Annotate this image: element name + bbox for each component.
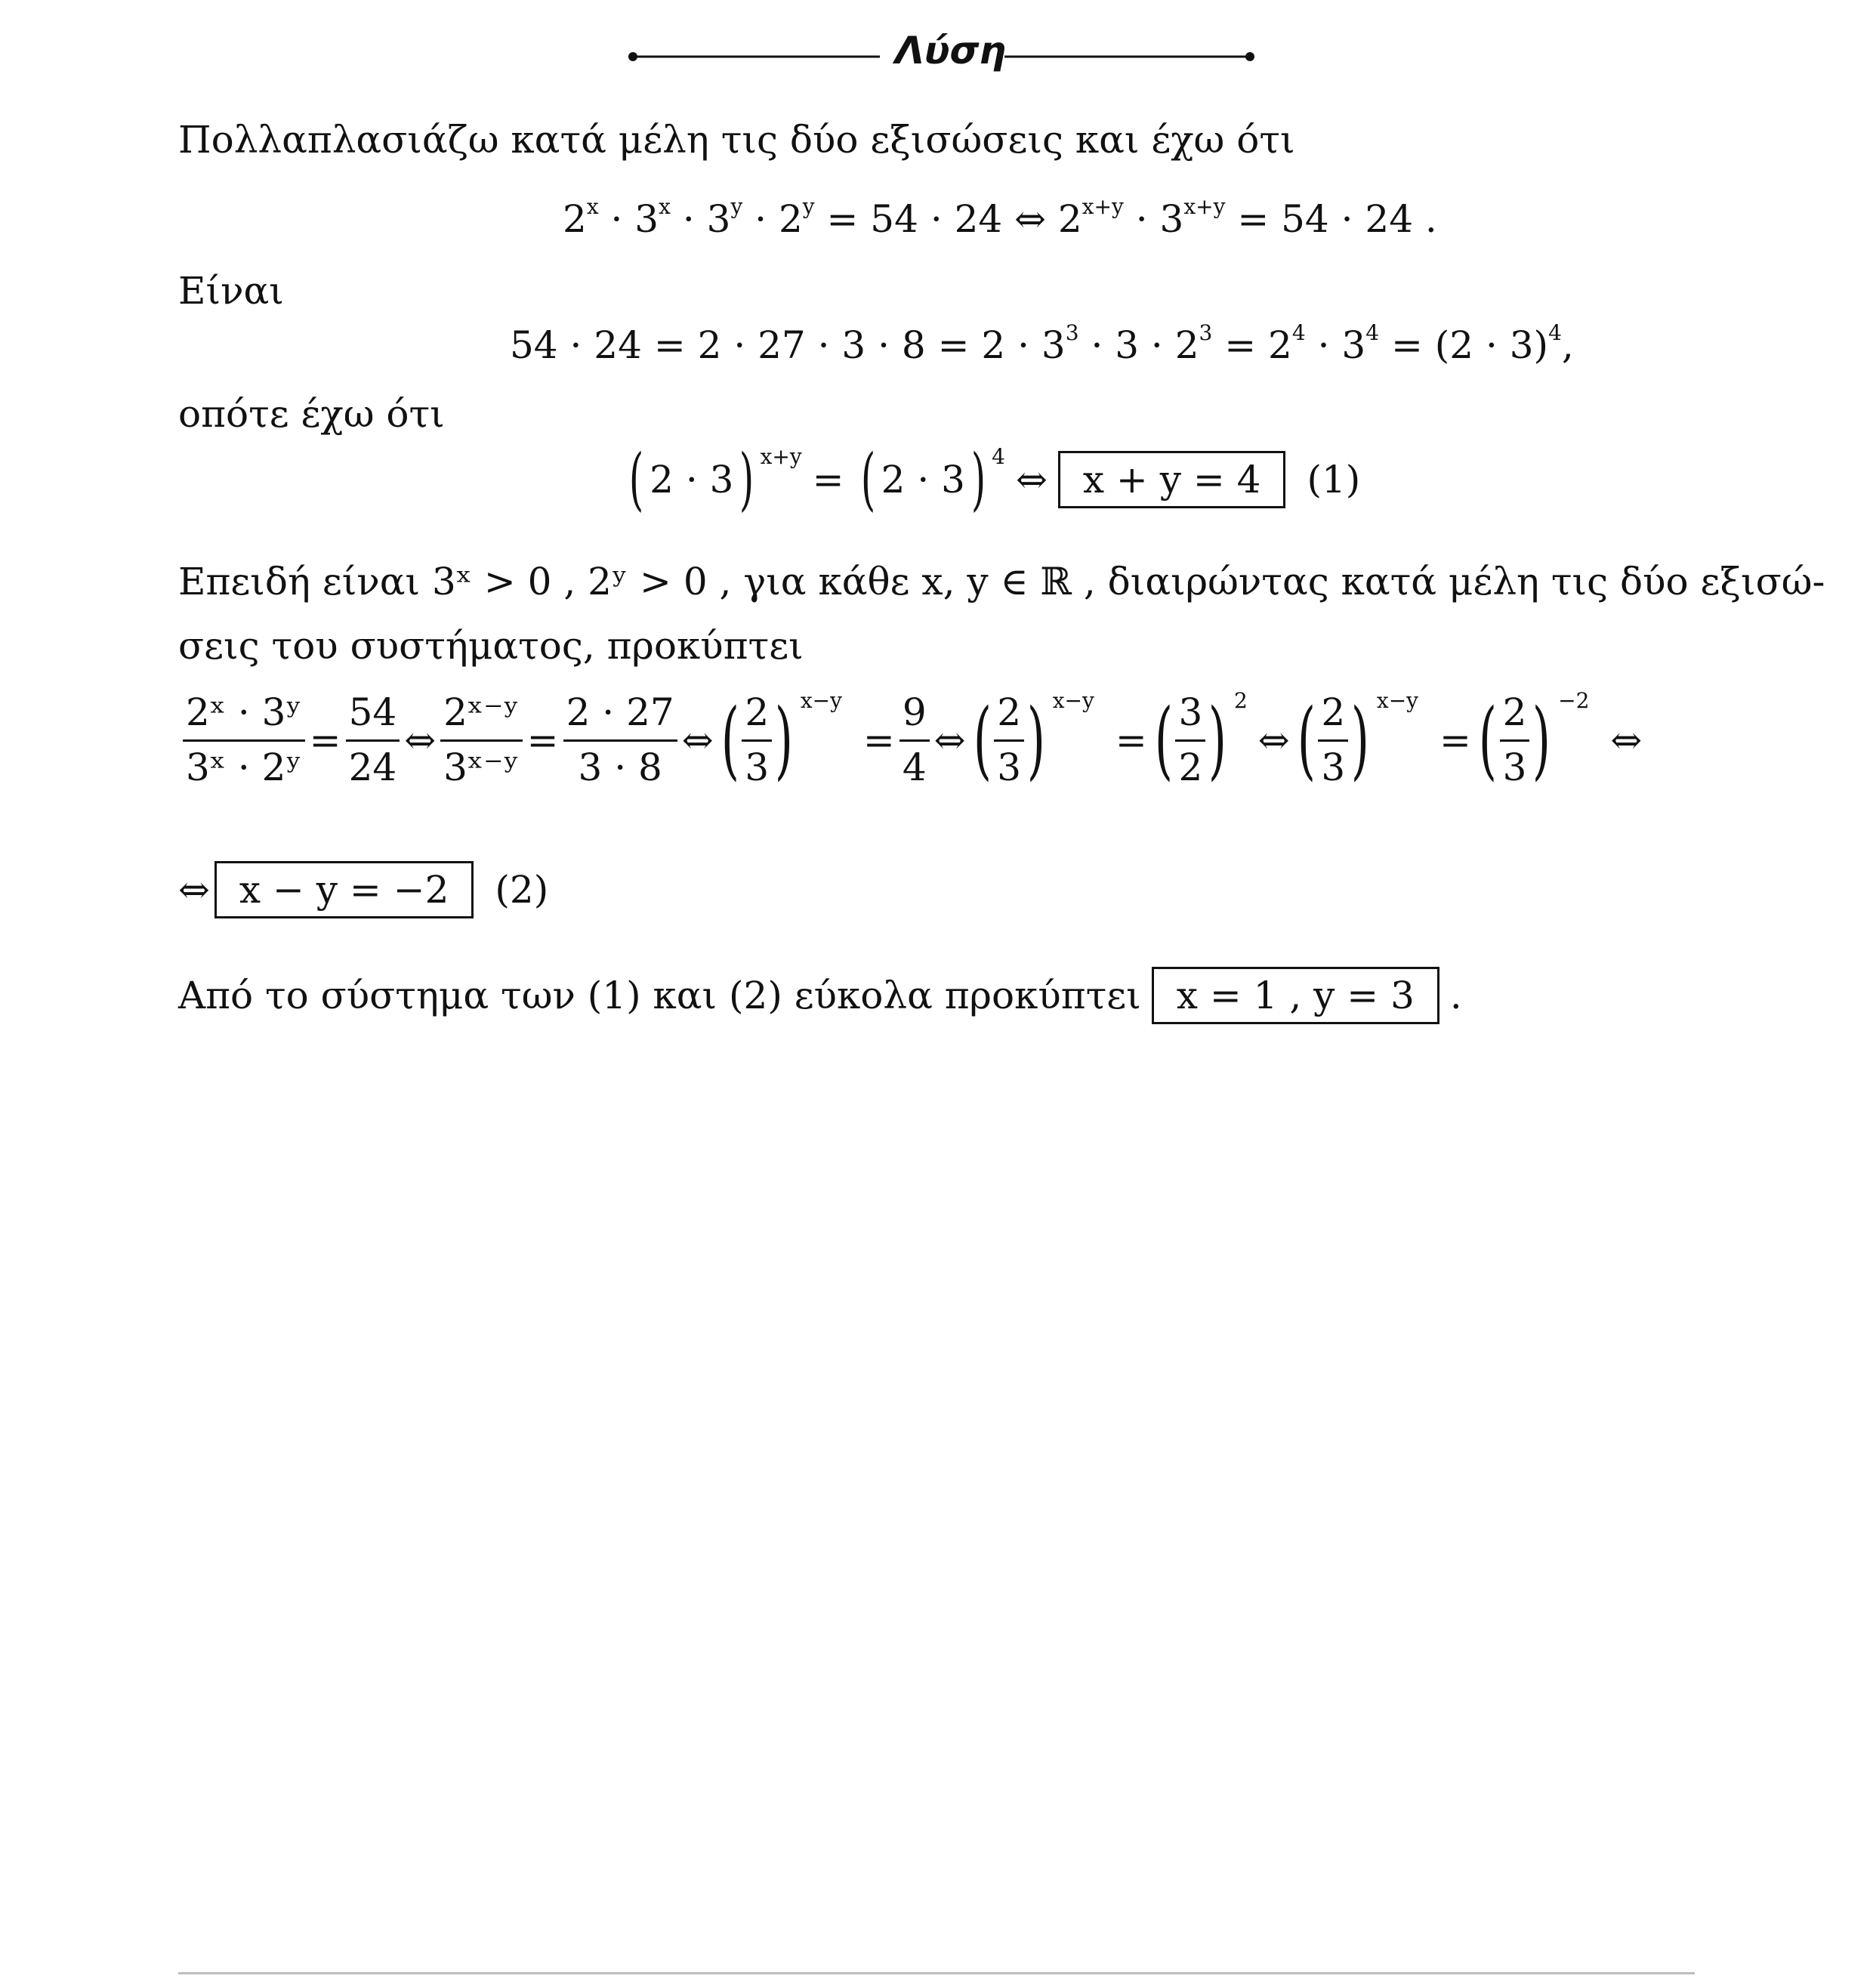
boxed-result-two: x − y = −2 xyxy=(214,861,474,918)
equation-label-one: (1) xyxy=(1307,458,1361,502)
right-paren: ) xyxy=(1026,691,1045,789)
eq2-term: , xyxy=(1561,323,1574,367)
conclusion xyxy=(178,967,1462,1024)
equals-sign: = xyxy=(1439,718,1471,762)
eq2-term: = (2 · 3) xyxy=(1390,323,1549,367)
equation-one xyxy=(623,440,1361,519)
fraction: $\frac{9}{4}$ xyxy=(899,691,930,789)
iff-sign: ⇔ xyxy=(1257,718,1290,762)
left-paren: ( xyxy=(1297,691,1316,789)
eq1-exp: x xyxy=(586,194,599,219)
paragraph-intro: Πολλαπλασιάζω κατά μέλη τις δύο εξισώσεις και έχω ότι xyxy=(178,118,1295,162)
eq2-term: = 2 xyxy=(1224,323,1292,367)
fraction: $\frac{2}{3}$ xyxy=(1318,691,1348,789)
left-paren: ( xyxy=(860,440,875,519)
eq2-term: · 3 · 2 xyxy=(1091,323,1199,367)
eq1-exp: y xyxy=(730,194,743,219)
equation-label-two: (2) xyxy=(495,868,549,912)
fraction-exp: x−y xyxy=(1052,688,1094,713)
equals-sign: = xyxy=(526,718,559,762)
boxed-result-one: x + y = 4 xyxy=(1058,451,1286,508)
paragraph-epeidi-line2: σεις του συστήματος, προκύπτει xyxy=(178,624,804,668)
eq3-exp: x+y xyxy=(760,444,802,469)
eq1-term: = 54 · 24 ⇔ 2 xyxy=(826,197,1082,241)
fraction: $\frac{2}{3}$ xyxy=(1500,691,1530,789)
iff-sign: ⇔ xyxy=(404,718,437,762)
fraction: $\frac{2}{3}$ xyxy=(742,691,772,789)
paragraph-einai: Είναι xyxy=(178,269,284,313)
eq2-exp: 4 xyxy=(1365,320,1380,345)
iff-sign: ⇔ xyxy=(178,868,210,912)
eq1-exp: y xyxy=(802,194,815,219)
eq3-base: 2 · 3 xyxy=(881,458,965,502)
eq2-term: 54 · 24 = 2 · 27 · 3 · 8 = 2 · 3 xyxy=(510,323,1066,367)
paragraph-epeidi-line1: Επειδή είναι 3ˣ > 0 , 2ʸ > 0 , για κάθε x, y ∈ ℝ , διαιρώντας κατά μέλη τις δύο εξισώ- xyxy=(178,560,1825,604)
fraction: $\frac{2}{3}$ xyxy=(994,691,1024,789)
fraction-exp: x−y xyxy=(800,688,842,713)
eq2-term: · 3 xyxy=(1317,323,1366,367)
paragraph-opote: οπότε έχω ότι xyxy=(178,392,445,436)
iff-sign: ⇔ xyxy=(681,718,714,762)
right-paren: ) xyxy=(739,440,754,519)
header-title: Λύση xyxy=(895,29,1006,73)
left-paren: ( xyxy=(1154,691,1173,789)
eq3-base: 2 · 3 xyxy=(650,458,734,502)
eq2-exp: 4 xyxy=(1291,320,1306,345)
eq2-exp: 3 xyxy=(1065,320,1079,345)
eq2-exp: 4 xyxy=(1548,320,1562,345)
left-paren: ( xyxy=(628,440,644,519)
iff-sign: ⇔ xyxy=(933,718,966,762)
right-dot xyxy=(1245,52,1254,61)
fraction: $\frac{54}{24}$ xyxy=(346,691,400,789)
left-paren: ( xyxy=(721,691,739,789)
eq1-term: · 2 xyxy=(754,197,803,241)
equals-sign: = xyxy=(1115,718,1147,762)
right-paren: ) xyxy=(1532,691,1551,789)
equation-division xyxy=(178,688,1643,789)
eq1-term: · 3 xyxy=(682,197,731,241)
eq1-term: · 3 xyxy=(610,197,659,241)
eq3-iff: ⇔ xyxy=(1015,458,1048,502)
eq1-exp: x+y xyxy=(1183,194,1226,219)
footer-rule xyxy=(178,1972,1695,1974)
fraction: $\frac{3}{2}$ xyxy=(1175,691,1205,789)
fraction-exp: −2 xyxy=(1558,688,1590,713)
equation-two xyxy=(178,861,548,918)
final-period: . xyxy=(1449,974,1462,1017)
equals-sign: = xyxy=(309,718,341,762)
iff-sign: ⇔ xyxy=(1610,718,1643,762)
eq1-term: 2 xyxy=(563,197,587,241)
boxed-final-answer: x = 1 , y = 3 xyxy=(1152,967,1439,1024)
left-paren: ( xyxy=(1478,691,1497,789)
conclusion-text: Από το σύστημα των (1) και (2) εύκολα προκύπτει xyxy=(178,974,1141,1017)
eq1-term: · 3 xyxy=(1135,197,1184,241)
fraction: $\frac{2 \cdot 27}{3 \cdot 8}$ xyxy=(563,691,677,789)
right-paren: ) xyxy=(1351,691,1370,789)
fraction-exp: 2 xyxy=(1233,688,1248,713)
equation-factorization xyxy=(510,320,1574,367)
eq1-term: = 54 · 24 . xyxy=(1237,197,1437,241)
eq3-equals: = xyxy=(812,458,844,502)
eq3-exp: 4 xyxy=(992,444,1005,469)
eq2-exp: 3 xyxy=(1199,320,1213,345)
fraction-exp: x−y xyxy=(1376,688,1418,713)
right-paren: ) xyxy=(774,691,793,789)
equals-sign: = xyxy=(862,718,895,762)
right-paren: ) xyxy=(970,440,986,519)
fraction: $\frac{\text{2ˣ · 3ʸ}}{\text{3ˣ · 2ʸ}}$ xyxy=(183,691,305,789)
eq1-exp: x xyxy=(659,194,671,219)
equation-product xyxy=(563,194,1437,241)
left-paren: ( xyxy=(973,691,992,789)
eq1-exp: x+y xyxy=(1082,194,1124,219)
fraction: $\frac{\text{2ˣ⁻ʸ}}{\text{3ˣ⁻ʸ}}$ xyxy=(440,691,523,789)
right-paren: ) xyxy=(1208,691,1227,789)
